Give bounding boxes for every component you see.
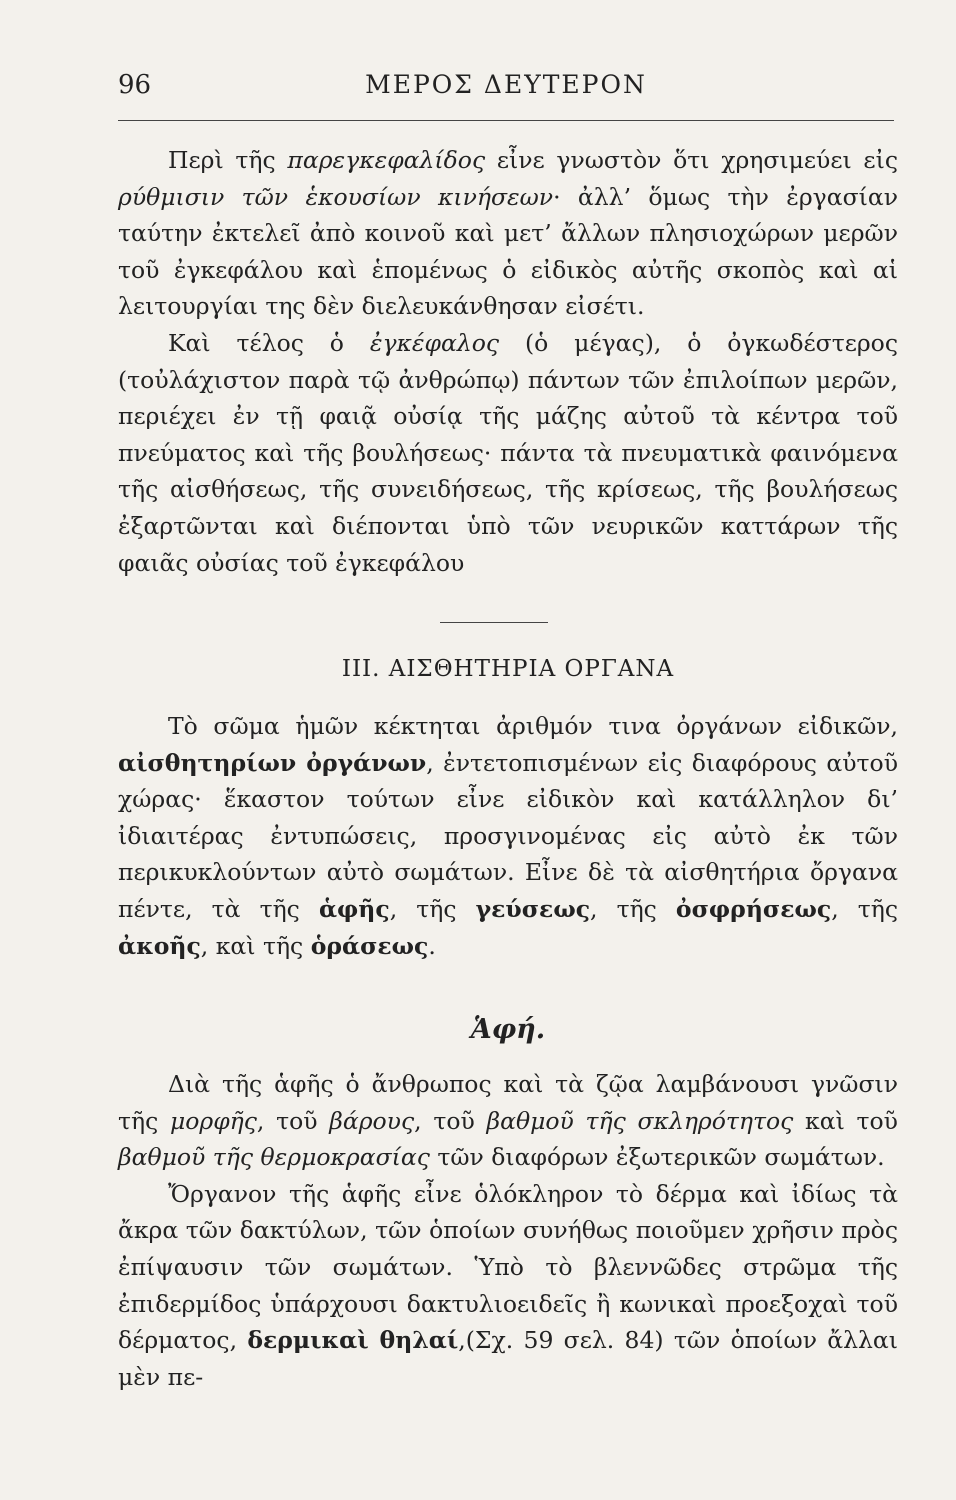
paragraph-cerebellum <box>118 142 898 325</box>
text-run: καὶ τοῦ <box>793 1106 898 1135</box>
text-run: τῶν διαφόρων ἐξωτερικῶν σωμάτων. <box>429 1143 885 1172</box>
paragraph-sense-organs <box>118 708 898 964</box>
section-touch <box>118 1066 898 1395</box>
term-cerebrum: ἐγκέφαλος <box>369 328 500 357</box>
text-run: Περὶ τῆς <box>168 146 288 174</box>
text-run: , τῆς <box>831 894 899 923</box>
running-head: ΜΕΡΟΣ ΔΕΥΤΕΡΟΝ <box>365 70 647 99</box>
text-run: , τοῦ <box>256 1106 330 1135</box>
term-weight: βάρους <box>329 1106 415 1135</box>
sub-heading-touch: Ἁφή. <box>470 1014 546 1045</box>
text-run: . <box>428 931 436 960</box>
paragraph-touch-knowledge <box>118 1066 898 1176</box>
term-dermal-papillae: δερμικαὶ θηλαί <box>247 1326 459 1355</box>
term-sight: ὁράσεως <box>310 931 429 960</box>
term-shape: μορφῆς <box>169 1106 257 1135</box>
term-smell: ὀσφρήσεως <box>675 894 832 923</box>
text-run: Ὄργανον τῆς ἁφῆς εἶνε ὁλόκληρον τὸ δέρμα καὶ ἰδίως τὰ ἄκρα τῶν δακτύλων, τῶν ὁποίων συνήθως ποιοῦμεν χρῆσιν πρὸς ἐπίψαυσιν τῶν σωμάτων. Ὑπὸ τὸ βλεννῶδες στρῶμα τῆς ἐπιδερμίδος ὑπάρχουσι δακτυλιοειδεῖς ἢ κωνικαὶ προεξοχαὶ τοῦ δέρματος, <box>118 1179 898 1355</box>
text-run: , καὶ τῆς <box>200 931 311 960</box>
term-taste: γεύσεως <box>475 894 591 923</box>
text-run: Τὸ σῶμα ἡμῶν κέκτηται ἀριθμόν τινα ὀργάνων εἰδικῶν, <box>168 712 898 740</box>
page-header <box>118 70 894 114</box>
page-number: 96 <box>118 70 152 100</box>
text-run: Καὶ τέλος ὁ <box>168 328 370 357</box>
text-run: , τῆς <box>389 894 476 923</box>
term-voluntary-movement: ρύθμισιν τῶν ἑκουσίων κινήσεων <box>118 182 554 211</box>
text-run: , τοῦ <box>414 1106 487 1135</box>
section-sense-organs <box>118 708 898 964</box>
header-rule <box>118 120 894 121</box>
text-run: (ὁ μέγας), ὁ ὀγκωδέστερος (τοὐλάχιστον παρὰ τῷ ἀνθρώπῳ) πάντων τῶν ἐπιλοίπων μερῶν, περιέχει ἐν τῇ φαιᾷ οὐσίᾳ τῆς μάζης αὐτοῦ τὰ κέντρα τοῦ πνεύματος καὶ τῆς βουλήσεως· πάντα τὰ πνευματικὰ φαινόμενα τῆς αἰσθήσεως, τῆς συνειδήσεως, τῆς κρίσεως, τῆς βουλήσεως ἐξαρτῶνται καὶ διέπονται ὑπὸ τῶν νευρικῶν καττάρων τῆς φαιᾶς οὐσίας τοῦ ἐγκεφάλου <box>118 328 898 577</box>
text-run: Διὰ τῆς ἁφῆς ὁ ἄνθρωπος καὶ τὰ ζῷα λαμβάνουσι γνῶσιν τῆς <box>118 1070 898 1135</box>
separator-rule <box>440 622 548 623</box>
paragraph-cerebrum <box>118 325 898 581</box>
term-touch: ἁφῆς <box>318 894 390 923</box>
section-heading: ΙΙΙ. ΑΙΣΘΗΤΗΡΙΑ ΟΡΓΑΝΑ <box>341 656 675 682</box>
text-run: ,(Σχ. 59 σελ. 84) τῶν ὁποίων ἄλλαι μὲν πε- <box>118 1326 898 1391</box>
term-temperature: βαθμοῦ τῆς θερμοκρασίας <box>118 1143 430 1172</box>
section-brain <box>118 142 898 581</box>
term-sense-organs: αἰσθητηρίων ὀργάνων <box>118 748 427 777</box>
term-hearing: ἀκοῆς <box>118 931 201 960</box>
term-hardness: βαθμοῦ τῆς σκληρότητος <box>486 1106 794 1135</box>
text-run: εἶνε γνωστὸν ὅτι χρησιμεύει εἰς <box>485 146 898 174</box>
text-run: , ἐντετοπισμένων εἰς διαφόρους αὐτοῦ χώρας· ἕκαστον τούτων εἶνε εἰδικὸν καὶ κατάλληλον δι’ ἰδιαιτέρας ἐντυπώσεις, προσγινομένας εἰς αὐτὸ ἐκ τῶν περικυκλούντων αὐτὸ σωμάτων. Εἶνε δὲ τὰ αἰσθητήρια ὄργανα πέντε, τὰ τῆς <box>118 748 898 923</box>
term-cerebellum: παρεγκεφαλίδος <box>287 146 486 174</box>
paragraph-touch-organ <box>118 1176 898 1396</box>
text-run: · ἀλλ’ ὅμως τὴν ἐργασίαν ταύτην ἐκτελεῖ ἀπὸ κοινοῦ καὶ μετ’ ἄλλων πλησιοχώρων μερῶν τοῦ ἐγκεφάλου καὶ ἑπομένως ὁ εἰδικὸς αὐτῆς σκοπὸς καὶ αἱ λειτουργίαι της δὲν διελευκάνθησαν εἰσέτι. <box>118 182 898 321</box>
text-run: , τῆς <box>590 894 676 923</box>
